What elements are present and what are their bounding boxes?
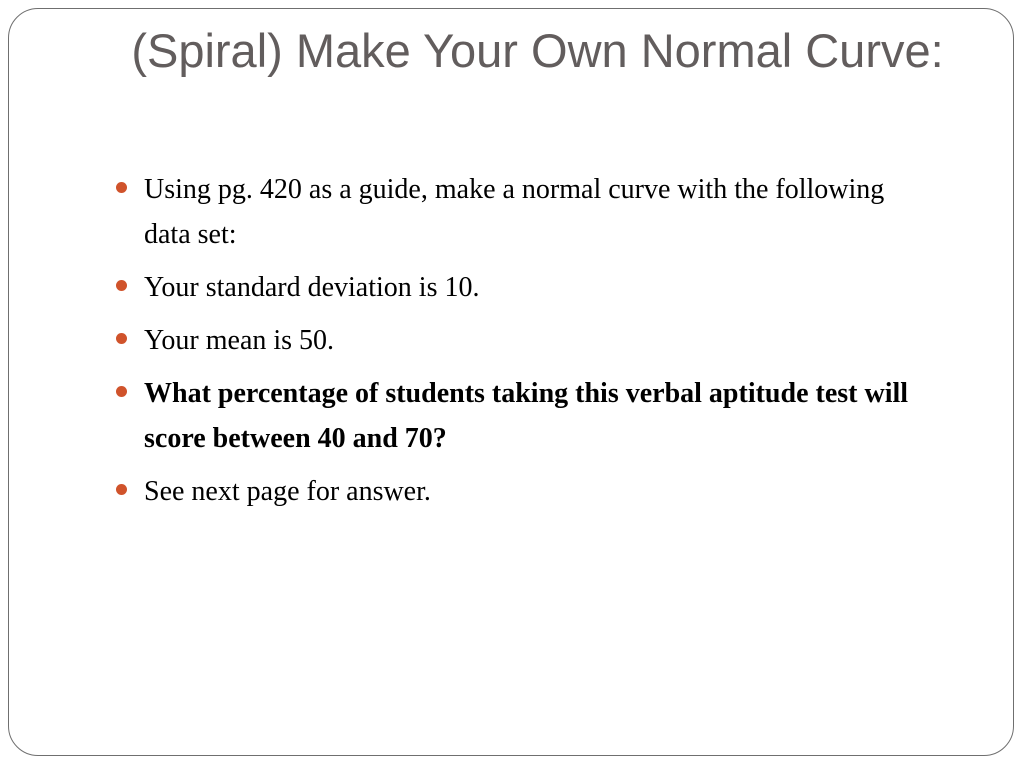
bullet-dot-icon [116, 484, 127, 495]
bullet-item-standard-deviation [112, 265, 912, 310]
bullet-item-answer-note [112, 469, 912, 514]
bullet-text: Using pg. 420 as a guide, make a normal curve with the following data set: [144, 174, 885, 250]
bullet-text: Your standard deviation is 10. [144, 272, 480, 303]
bullet-dot-icon [116, 333, 127, 344]
slide-title: (Spiral) Make Your Own Normal Curve: [131, 24, 944, 77]
bullet-item-question [112, 371, 912, 461]
bullet-text: What percentage of students taking this verbal aptitude test will score between 40 and 70? [144, 378, 909, 454]
bullet-dot-icon [116, 182, 127, 193]
bullet-list [112, 167, 912, 522]
bullet-text: Your mean is 50. [144, 325, 335, 356]
bullet-text: See next page for answer. [144, 476, 431, 507]
bullet-item-instructions [112, 167, 912, 257]
bullet-dot-icon [116, 386, 127, 397]
bullet-dot-icon [116, 280, 127, 291]
bullet-item-mean [112, 318, 912, 363]
